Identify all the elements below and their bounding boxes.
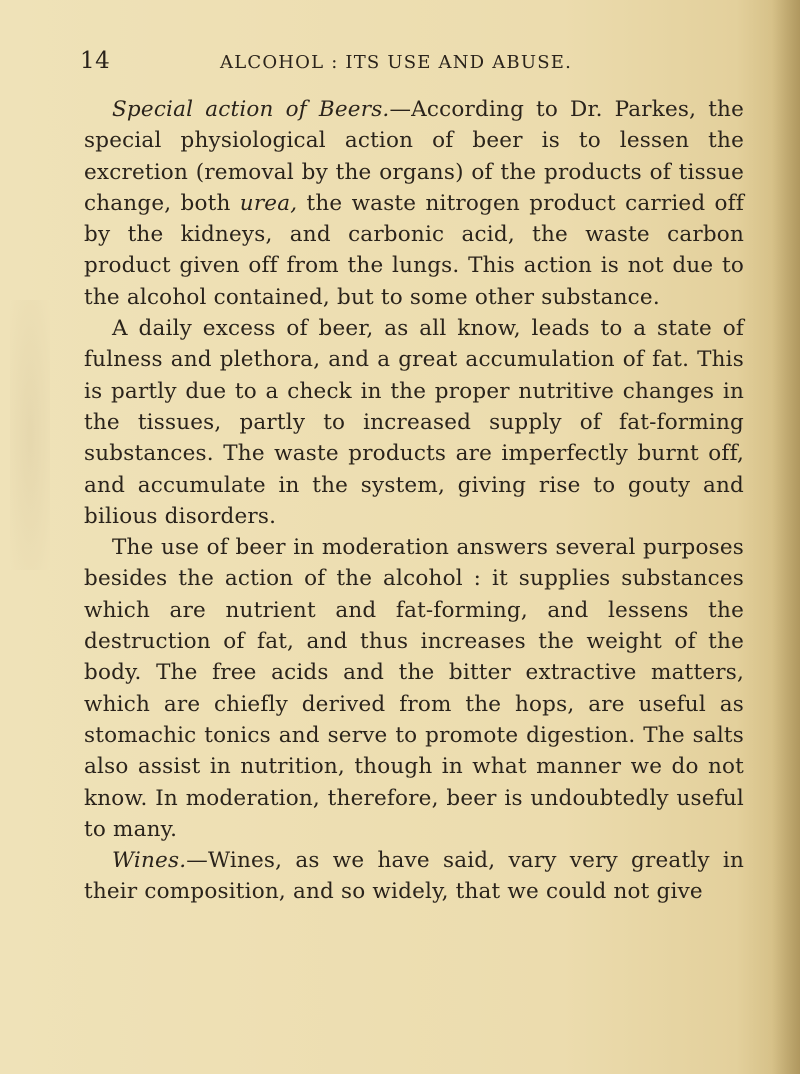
italic-term: urea, <box>239 190 298 216</box>
section-heading-wines: Wines. <box>112 848 187 874</box>
running-head: ALCOHOL : ITS USE AND ABUSE. <box>220 52 573 73</box>
page-header <box>80 38 720 78</box>
paragraph-wines <box>84 845 744 908</box>
paragraph-text: the waste nitrogen product carried off by the kidneys, and carbonic acid, the waste carbon product given off from the lungs. This action is not due to the alcohol contained, but to some other substance. <box>84 190 744 310</box>
page-stain <box>10 300 50 570</box>
page-number: 14 <box>80 48 111 74</box>
section-heading-beers: Special action of Beers. <box>112 97 390 122</box>
paragraph-moderation: The use of beer in moderation answers several purposes besides the action of the alcohol : it supplies substances which are nutrient and fat-forming, and lessens the destruction of fat, and thus increases the weight of the body. The free acids and the bitter extractive matters, which are chiefly derived from the hops, are useful as stomachic tonics and serve to promote digestion. The salts also assist in nutrition, though in what manner we do not know. In moderation, therefore, beer is undoubtedly useful to many. <box>84 535 744 842</box>
paragraph-text: —Wines, as we have said, vary very greatly in their composition, and so widely, that we could not give <box>84 848 744 905</box>
paragraph-excess: A daily excess of beer, as all know, leads to a state of fulness and plethora, and a great accumulation of fat. This is partly due to a check in the proper nutritive changes in the tissues, partly to increased supply of fat-forming substances. The waste products are imperfectly burnt off, and accumulate in the system, giving rise to gouty and bilious disorders. <box>84 316 744 529</box>
body-text <box>84 94 744 908</box>
paragraph-text: —According to Dr. Parkes, the special physiological action of beer is to lessen the excretion (removal by the organs) of the products of tissue change, both <box>84 97 745 216</box>
page-edge-shadow <box>772 0 800 1074</box>
paragraph-beers <box>84 94 744 313</box>
